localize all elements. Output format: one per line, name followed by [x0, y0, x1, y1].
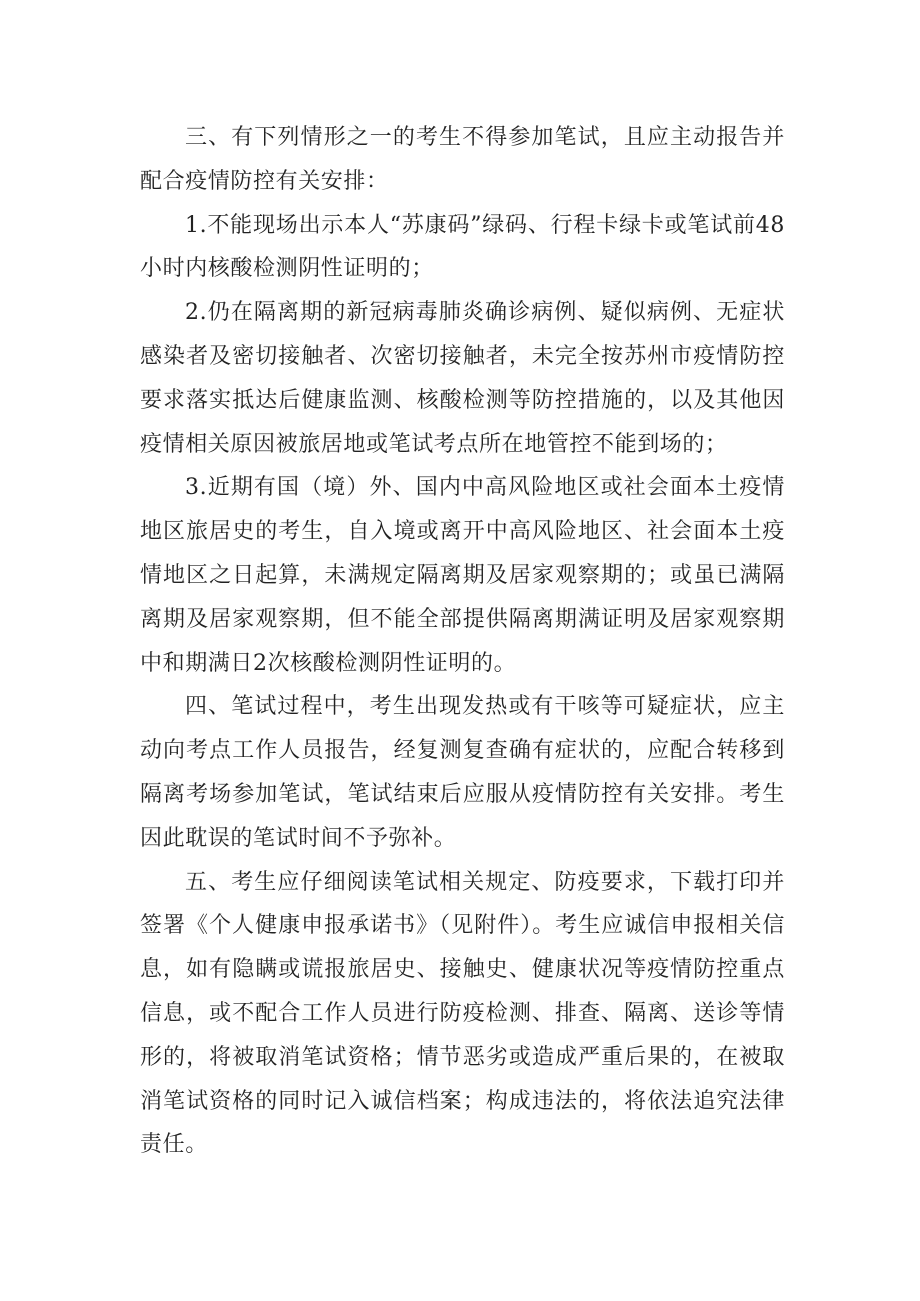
paragraph-section-4: 四、笔试过程中，考生出现发热或有干咳等可疑症状，应主动向考点工作人员报告，经复测复查确有症状的，应配合转移到隔离考场参加笔试，笔试结束后应服从疫情防控有关安排。考生因此耽误的笔试时间不予弥补。 — [140, 694, 785, 851]
paragraph-section-5: 五、考生应仔细阅读笔试相关规定、防疫要求，下载打印并签署《个人健康申报承诺书》（见附件）。考生应诚信申报相关信息，如有隐瞒或谎报旅居史、接触史、健康状况等疫情防控重点信息，或不配合工作人员进行防疫检测、排查、隔离、送诊等情形的，将被取消笔试资格；情节恶劣或造成严重后果的，在被取消笔试资格的同时记入诚信档案；构成违法的，将依法追究法律责任。 — [140, 869, 785, 1158]
paragraph-item-3: 3.近期有国（境）外、国内中高风险地区或社会面本土疫情地区旅居史的考生，自入境或离开中高风险地区、社会面本土疫情地区之日起算，未满规定隔离期及居家观察期的；或虽已满隔离期及居家观察期，但不能全部提供隔离期满证明及居家观察期中和期满日2次核酸检测阴性证明的。 — [140, 475, 785, 676]
paragraph-section-3: 三、有下列情形之一的考生不得参加笔试，且应主动报告并配合疫情防控有关安排： — [140, 125, 785, 194]
paragraph-item-1: 1.不能现场出示本人“苏康码”绿码、行程卡绿卡或笔试前48小时内核酸检测阴性证明的； — [140, 212, 785, 282]
paragraph-item-2: 2.仍在隔离期的新冠病毒肺炎确诊病例、疑似病例、无症状感染者及密切接触者、次密切接触者，未完全按苏州市疫情防控要求落实抵达后健康监测、核酸检测等防控措施的，以及其他因疫情相关原因被旅居地或笔试考点所在地管控不能到场的； — [140, 300, 785, 457]
document-body — [140, 116, 785, 1167]
